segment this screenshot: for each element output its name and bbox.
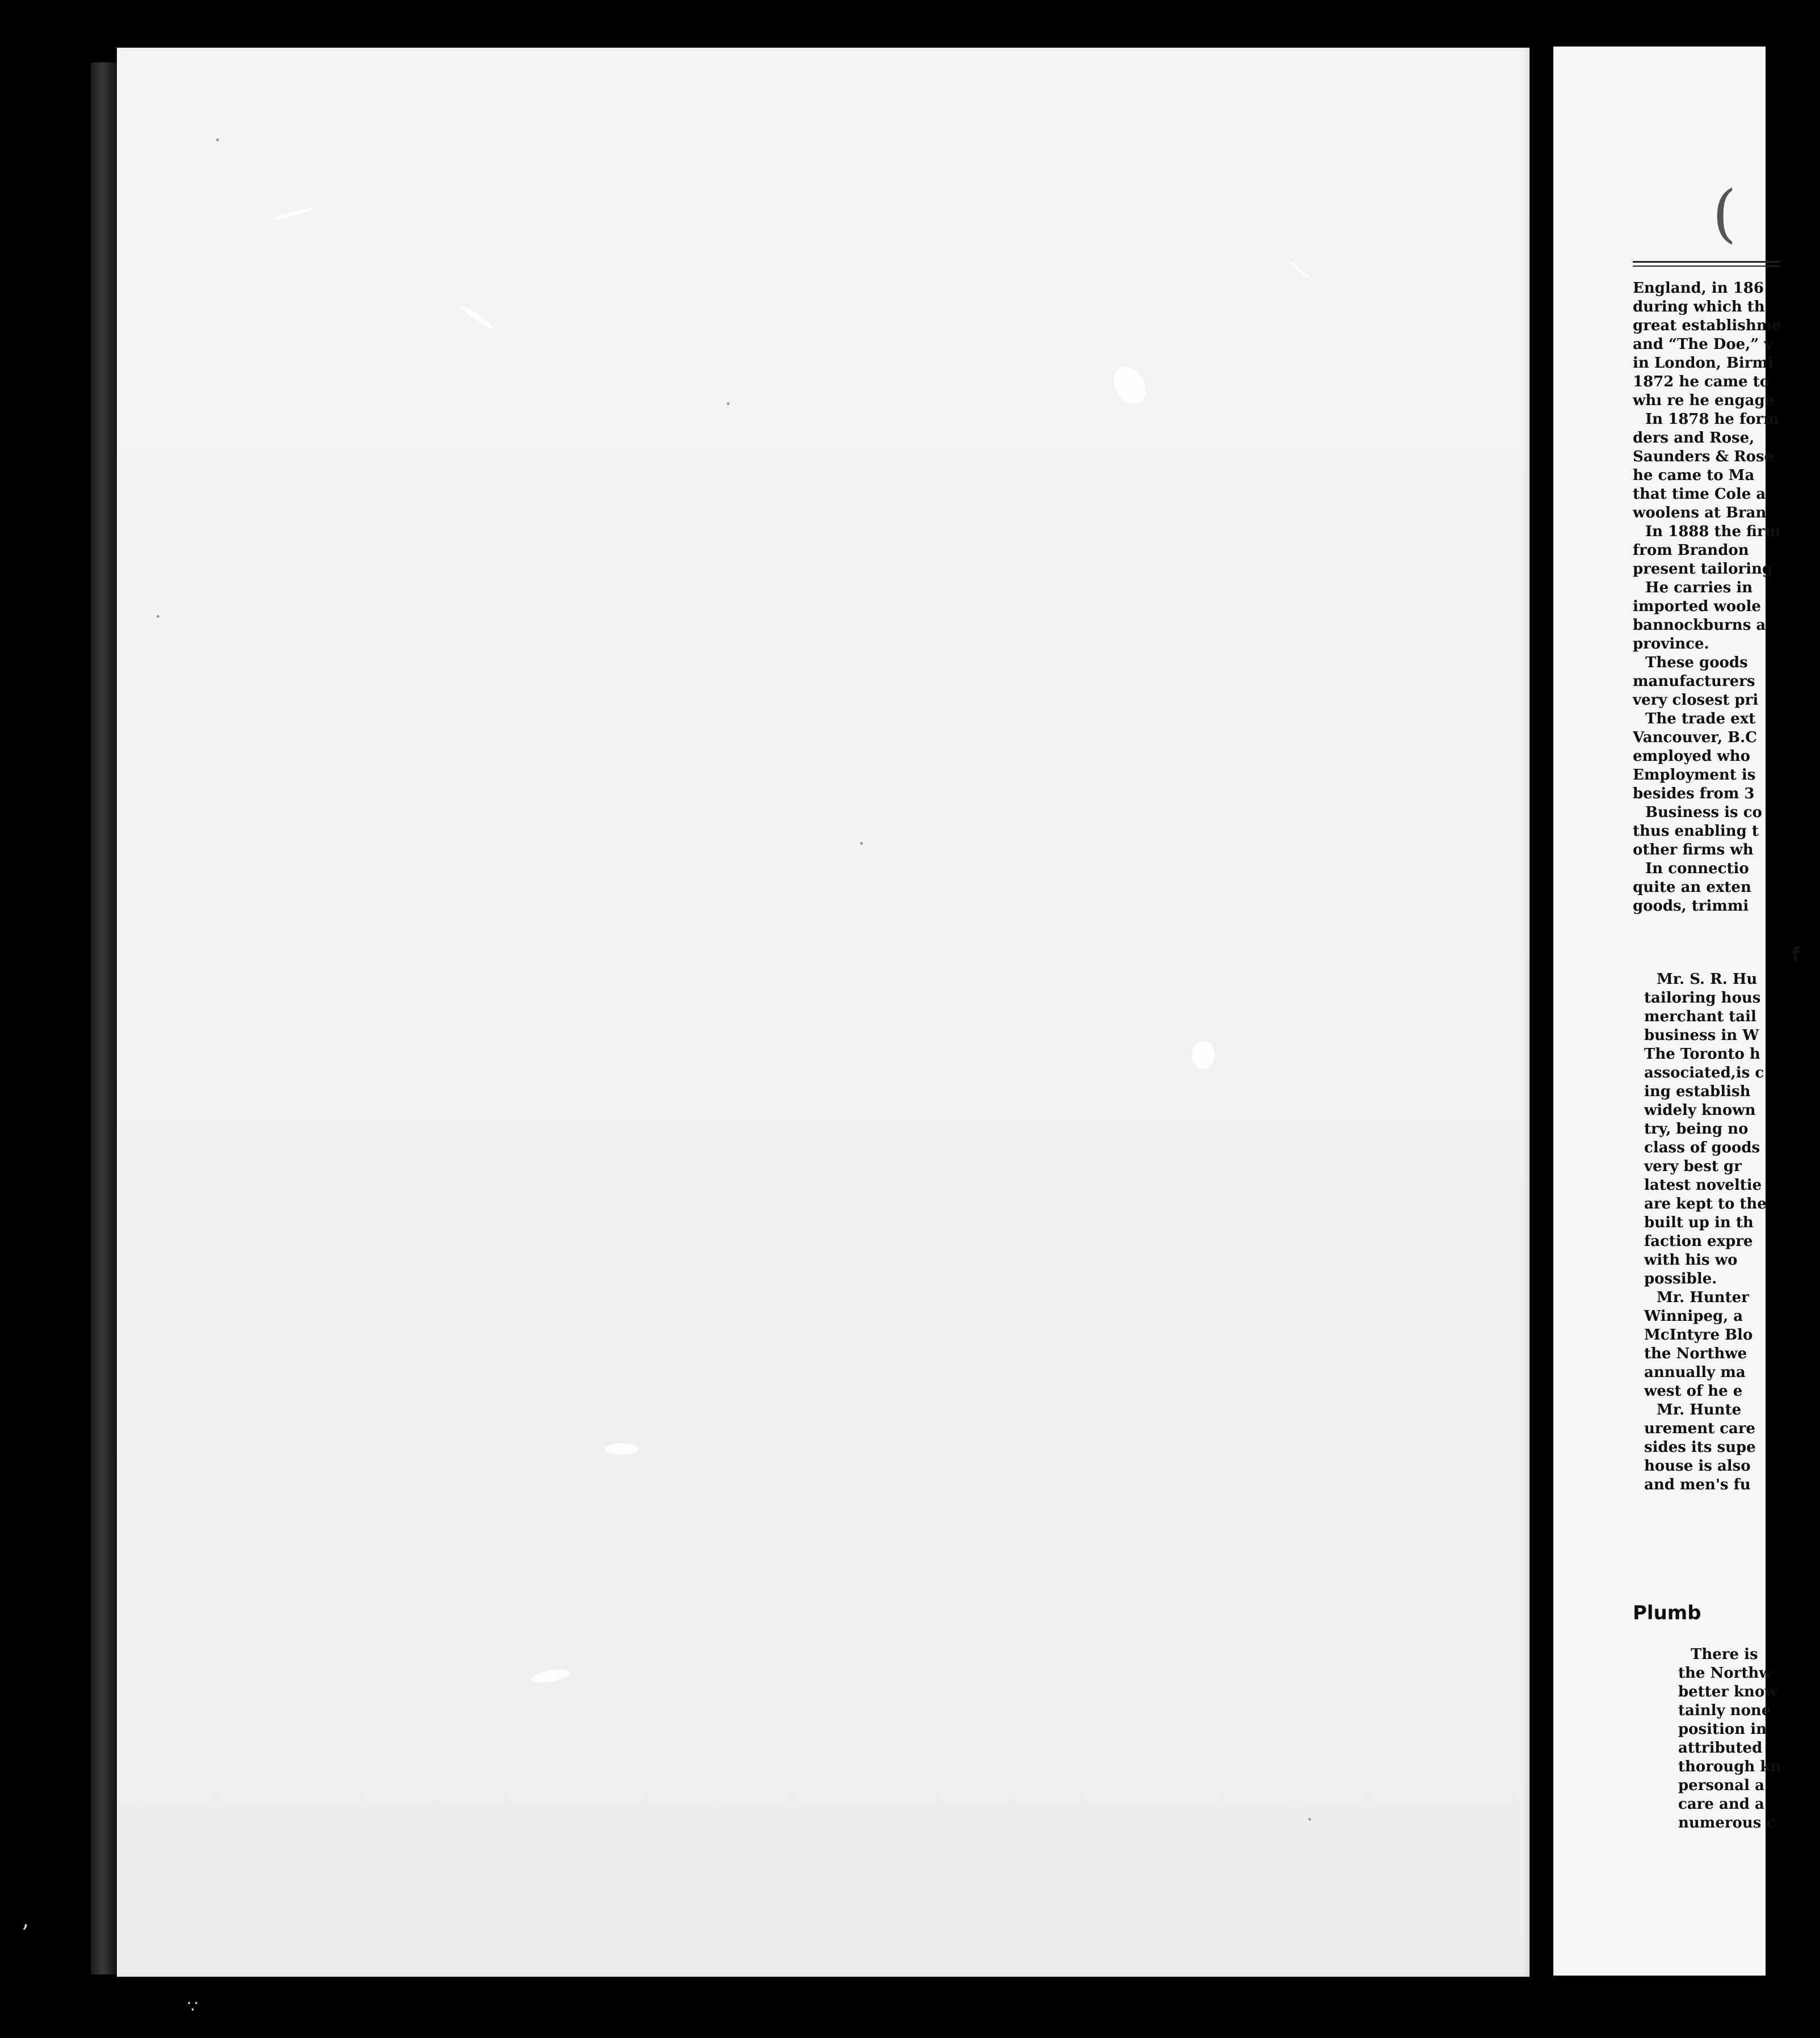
text-line: the Northwe xyxy=(1644,1345,1747,1362)
text-line: other firms wh xyxy=(1633,841,1754,858)
text-line: that time Cole a xyxy=(1633,486,1766,503)
text-line: ing establish xyxy=(1644,1083,1751,1100)
text-line: very best gr xyxy=(1644,1158,1742,1175)
text-line: thorough kn xyxy=(1678,1758,1781,1775)
header-rule xyxy=(1633,261,1780,263)
text-line: thus enabling t xyxy=(1633,823,1759,840)
text-line: very closest pri xyxy=(1633,692,1759,709)
text-line: Saunders & Rose xyxy=(1633,448,1774,465)
text-line: England, in 186 xyxy=(1633,280,1764,297)
text-line: with his wo xyxy=(1644,1252,1738,1269)
paper-scratch xyxy=(530,1667,571,1685)
text-line: ders and Rose, xyxy=(1633,430,1755,447)
text-line: great establishme xyxy=(1633,317,1781,334)
text-line: Winnipeg, a xyxy=(1644,1308,1743,1325)
paper-scratch xyxy=(605,1443,639,1455)
paper-scratch xyxy=(1107,361,1152,410)
text-line: and men's fu xyxy=(1644,1476,1751,1493)
text-line: position in xyxy=(1678,1721,1767,1738)
text-line: Vancouver, B.C xyxy=(1633,729,1757,746)
text-line: bannockburns a xyxy=(1633,617,1766,634)
text-line: personal a xyxy=(1678,1777,1764,1794)
text-line: numerous c xyxy=(1678,1814,1776,1831)
left-blank-page xyxy=(117,48,1530,1977)
text-line: Mr. Hunte xyxy=(1657,1401,1742,1418)
text-line: Mr. S. R. Hu xyxy=(1657,971,1758,988)
margin-mark: ∵ xyxy=(187,1997,199,2017)
paper-scratch xyxy=(1288,260,1312,280)
text-line: during which th xyxy=(1633,298,1765,315)
text-line: from Brandon xyxy=(1633,542,1749,559)
text-line: In 1878 he form xyxy=(1645,411,1779,428)
text-line: woolens at Bran xyxy=(1633,504,1767,521)
paper-speck xyxy=(860,842,863,845)
paper-speck xyxy=(157,615,159,618)
text-line: built up in th xyxy=(1644,1214,1754,1231)
left-page-spine xyxy=(91,62,119,1974)
article-column-1 xyxy=(1633,279,1820,916)
article-column-2 xyxy=(1633,946,1820,1494)
text-line: are kept to the xyxy=(1644,1195,1767,1212)
text-line: try, being no xyxy=(1644,1121,1749,1138)
text-line: tailoring hous xyxy=(1644,989,1761,1007)
text-line: he came to Ma xyxy=(1633,467,1755,484)
text-line: possible. xyxy=(1644,1270,1717,1287)
text-line: urement care xyxy=(1644,1420,1756,1437)
text-line: widely known xyxy=(1644,1102,1756,1119)
text-line: quite an exten xyxy=(1633,879,1751,896)
text-line: associated,is c xyxy=(1644,1064,1764,1081)
section-heading: Plumb xyxy=(1633,1602,1701,1624)
text-line: sides its supe xyxy=(1644,1439,1756,1456)
text-line: business in W xyxy=(1644,1027,1759,1044)
text-line: faction expre xyxy=(1644,1233,1753,1250)
text-line: Employment is xyxy=(1633,767,1756,784)
text-line: whı re he engage xyxy=(1633,392,1775,409)
text-line: class of goods xyxy=(1644,1139,1760,1156)
text-line: annually ma xyxy=(1644,1364,1746,1381)
text-line: house is also xyxy=(1644,1458,1751,1475)
text-line: 1872 he came to xyxy=(1633,373,1770,390)
paper-scratch xyxy=(459,304,495,331)
header-fragment: ( xyxy=(1712,177,1737,250)
text-line: and “The Doe,” v xyxy=(1633,336,1773,353)
right-text-page xyxy=(1553,47,1800,1976)
text-line: goods, trimmi xyxy=(1633,898,1749,915)
text-line: latest noveltie xyxy=(1644,1177,1762,1194)
paper-scratch xyxy=(1192,1041,1215,1069)
text-line: The Toronto h xyxy=(1644,1046,1760,1063)
text-line: The trade ext xyxy=(1645,710,1756,727)
text-line: These goods xyxy=(1645,654,1748,671)
text-line: care and a xyxy=(1678,1796,1764,1813)
text-line: There is xyxy=(1691,1646,1758,1663)
text-line: province. xyxy=(1633,635,1709,652)
text-line: manufacturers xyxy=(1633,673,1755,690)
text-line: Business is co xyxy=(1645,804,1762,821)
text-line: attributed xyxy=(1678,1740,1763,1757)
text-line: imported woole xyxy=(1633,598,1761,615)
text-line: He carries in xyxy=(1645,579,1753,596)
text-line: west of he e xyxy=(1644,1383,1743,1400)
section-heading: f xyxy=(1792,944,1800,966)
text-line: better know xyxy=(1678,1683,1777,1700)
text-line: merchant tail xyxy=(1644,1008,1756,1025)
header-rule xyxy=(1633,266,1780,267)
text-line: Mr. Hunter xyxy=(1657,1289,1749,1306)
paper-speck xyxy=(1308,1818,1311,1821)
text-line: employed who xyxy=(1633,748,1750,765)
text-line: besides from 3 xyxy=(1633,785,1755,802)
text-line: in London, Birmi xyxy=(1633,355,1773,372)
article-column-3 xyxy=(1633,1604,1820,1833)
text-line: the Northw xyxy=(1678,1665,1772,1682)
paper-speck xyxy=(727,402,730,405)
paper-scratch xyxy=(271,207,315,222)
text-line: In connectio xyxy=(1645,860,1749,877)
text-line: present tailoring xyxy=(1633,561,1773,578)
text-line: tainly none xyxy=(1678,1702,1771,1719)
paper-speck xyxy=(216,138,219,141)
text-line: McIntyre Blo xyxy=(1644,1327,1753,1344)
margin-mark: ’ xyxy=(22,1921,29,1947)
text-line: In 1888 the firm xyxy=(1645,523,1781,540)
